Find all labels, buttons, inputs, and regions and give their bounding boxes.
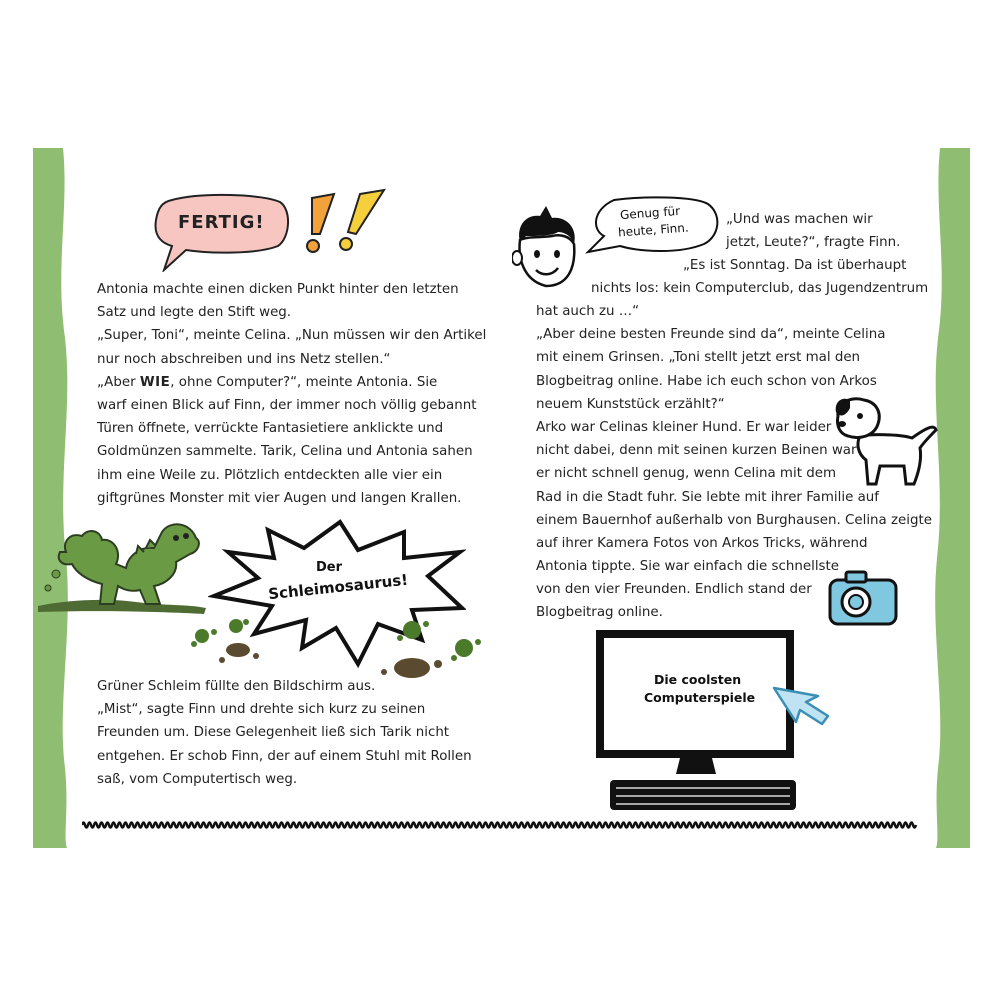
text-line: giftgrünes Monster mit vier Augen und langen Krallen.	[97, 490, 462, 506]
text-line: saß, vom Computertisch weg.	[97, 771, 298, 787]
burst-line-2: Schleimosaurus!	[267, 570, 409, 604]
text-line: er nicht schnell genug, wenn Celina mit dem	[536, 466, 836, 482]
left-paragraph-1	[97, 278, 486, 510]
text-line: von den vier Freunden. Endlich stand der	[536, 582, 812, 598]
right-green-margin	[934, 148, 970, 848]
text-line: Antonia machte einen dicken Punkt hinter den letzten	[97, 282, 459, 297]
text-line: „Aber WIE, ohne Computer?“, meinte Antonia. Sie	[97, 374, 438, 390]
fertig-label: FERTIG!	[178, 212, 265, 233]
text-line: neuem Kunststück erzählt?“	[536, 396, 725, 412]
right-paragraph-top-3	[591, 277, 928, 300]
burst-line-1: Der	[316, 560, 343, 575]
text-line: nur noch abschreiben und ins Netz stellen.“	[97, 351, 391, 367]
text-line: Grüner Schleim füllte den Bildschirm aus.	[97, 679, 376, 694]
screen-line-1: Die coolsten	[654, 672, 742, 687]
left-paragraph-2	[97, 675, 472, 791]
text-line: „Und was machen wir	[726, 212, 873, 227]
bubble-line-1: Genug für	[619, 203, 681, 223]
text-line: Rad in die Stadt fuhr. Sie lebte mit ihrer Familie auf	[536, 489, 879, 505]
text-line: entgehen. Er schob Finn, der auf einem Stuhl mit Rollen	[97, 748, 472, 764]
text-line: auf ihrer Kamera Fotos von Arkos Tricks, während	[536, 535, 868, 551]
screen-line-2: Computerspiele	[644, 690, 756, 705]
text-line: „Es ist Sonntag. Da ist überhaupt	[683, 258, 907, 273]
text-line: Goldmünzen sammelte. Tarik, Celina und Antonia sahen	[97, 444, 473, 460]
left-green-margin	[33, 148, 69, 848]
right-paragraph-top-1	[726, 208, 900, 254]
text-line: warf einen Blick auf Finn, der immer noch völlig gebannt	[97, 397, 477, 413]
text-line: Blogbeitrag online. Habe ich euch schon von Arkos	[536, 373, 877, 389]
text-line: nichts los: kein Computerclub, das Jugendzentrum	[591, 281, 929, 296]
bottom-wavy-rule	[82, 818, 918, 832]
text-line: Türen öffnete, verrückte Fantasietiere anklickte und	[97, 421, 444, 437]
exclamation-marks-icon	[298, 188, 388, 258]
wie-emphasis: WIE	[139, 374, 171, 390]
dinosaur-illustration	[36, 512, 216, 622]
dog-illustration	[830, 394, 940, 488]
text-line: „Aber deine besten Freunde sind da“, meinte Celina	[536, 327, 886, 343]
text-line: „Mist“, sagte Finn und drehte sich kurz zu seinen	[97, 702, 426, 718]
text-line: „Super, Toni“, meinte Celina. „Nun müssen wir den Artikel	[97, 328, 487, 344]
text-line: mit einem Grinsen. „Toni stellt jetzt erst mal den	[536, 350, 861, 366]
bubble-line-2: heute, Finn.	[617, 220, 690, 240]
text-line: jetzt, Leute?“, fragte Finn.	[726, 235, 901, 251]
text-line: hat auch zu …“	[536, 304, 640, 319]
text-line: Satz und legte den Stift weg.	[97, 305, 292, 321]
text-line: Antonia tippte. Sie war einfach die schnellste	[536, 559, 840, 575]
text-line: Freunden um. Diese Gelegenheit ließ sich Tarik nicht	[97, 725, 450, 741]
camera-icon	[826, 566, 900, 628]
text-line: Blogbeitrag online.	[536, 605, 663, 621]
text-line: Arko war Celinas kleiner Hund. Er war leider	[536, 419, 832, 435]
boy-face-illustration	[512, 206, 582, 292]
cursor-arrow-icon	[770, 682, 832, 728]
text-line: einem Bauernhof außerhalb von Burghausen. Celina zeigte	[536, 512, 932, 528]
text-line: nicht dabei, denn mit seinen kurzen Beinen war	[536, 443, 857, 459]
text-line: ihm eine Weile zu. Plötzlich entdeckten alle vier ein	[97, 467, 443, 483]
right-paragraph-top-2	[683, 254, 906, 277]
